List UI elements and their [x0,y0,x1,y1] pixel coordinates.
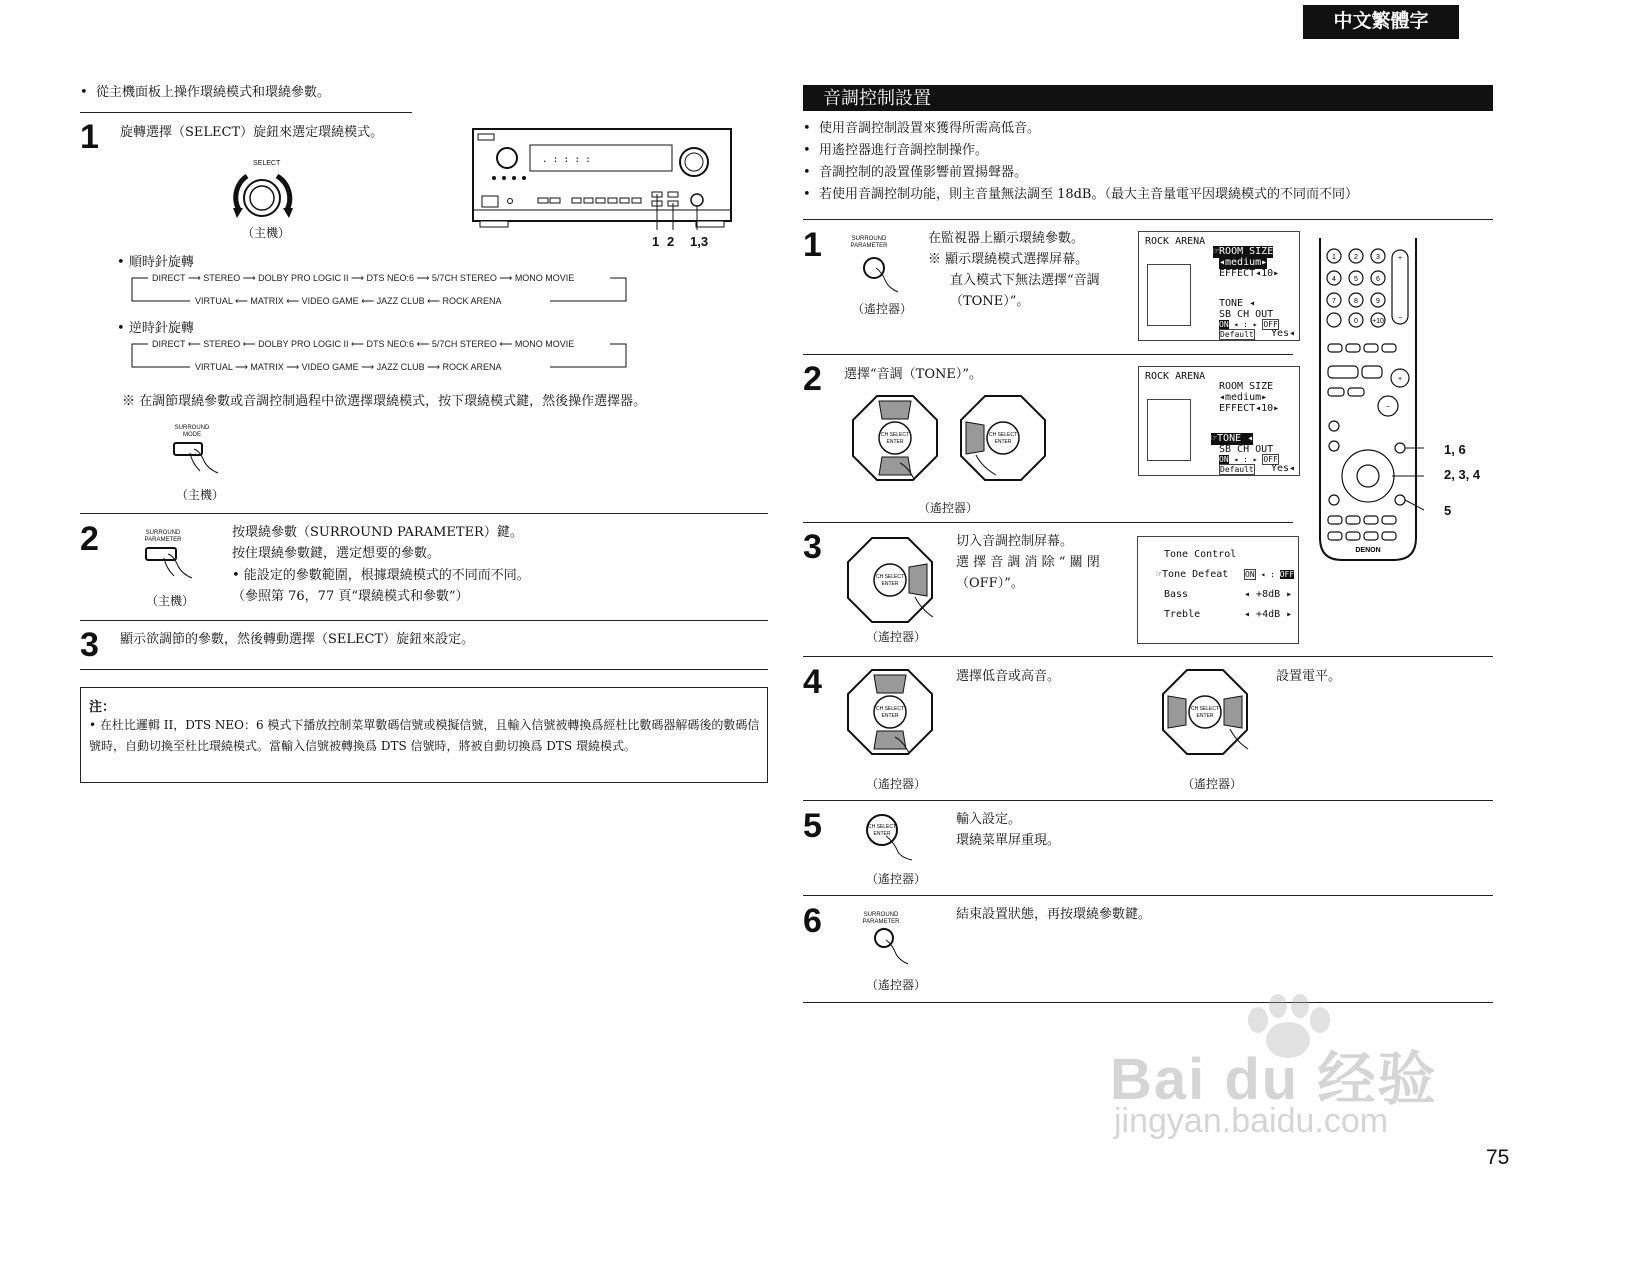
right-step3-line2: 選 擇 音 調 消 除 “ 關 閉 [956,555,1100,570]
clockwise-flow: DIRECT ⟶ STEREO ⟶ DOLBY PRO LOGIC II ⟶ DTS NEO:6 ⟶ 5/7CH STEREO ⟶ MONO MOVIE VIRTUAL ⟵ MATRIX ⟵ VIDEO GAME ⟵ JAZZ CLUB ⟵ ROCK ARENA [130,270,630,306]
panel-callout-1: 1 [652,234,660,249]
right-step5-line2: 環繞菜單屏重現。 [956,833,1061,848]
right-step6-line1: 結束設置狀態，再按環繞參數鍵。 [956,907,1152,922]
svg-text:1: 1 [1332,254,1336,261]
osd-tone-control: Tone Control ☞Tone Defeat ON ◂ : OFF Bass ◂ +8dB ▸ Treble ◂ +4dB ▸ [1137,536,1299,644]
svg-text:+: + [1397,255,1403,262]
svg-text:8: 8 [1354,298,1358,305]
right-step6-caption: （遙控器） [866,978,927,992]
left-intro: • 從主機面板上操作環繞模式和環繞參數。 [80,85,330,100]
svg-text:2: 2 [1354,254,1358,261]
svg-text:CH SELECT: CH SELECT [867,824,897,830]
watermark-brand: Bai du 经验 [1110,1047,1438,1112]
right-step2-line1: 選擇“音調（TONE）”。 [844,367,982,382]
dpad-right-illustration [845,535,935,625]
left-step2-line4: （參照第 76，77 頁“環繞模式和參數”） [232,589,469,604]
right-step5-line1: 輸入設定。 [956,812,1022,827]
surround-mode-note: ※ 在調節環繞參數或音調控制過程中欲選擇環繞模式，按下環繞模式鍵，然後操作選擇器。 [122,394,647,409]
right-bullets [803,118,1493,206]
left-step3-text: 顯示欲調節的參數，然後轉動選擇（SELECT）旋鈕來設定。 [120,632,475,647]
right-step1-line3: 直入模式下無法選擇“音調 [950,273,1100,288]
dpad-up-down-illustration [850,393,940,483]
svg-text:6: 6 [1376,276,1380,283]
right-step1-line2: ※ 顯示環繞模式選擇屏幕。 [928,252,1089,267]
note-box [80,687,768,783]
svg-text:+10: +10 [1372,318,1384,325]
svg-text:. : : : :: . : : : : [542,155,591,165]
svg-text:CH SELECT: CH SELECT [1190,706,1220,712]
svg-text:−: − [1385,404,1391,411]
right-step6-button: SURROUND PARAMETER [862,912,922,968]
enter-button-illustration [860,810,920,864]
intro-rule [80,112,412,113]
left-step2-line3: • 能設定的參數範圍，根據環繞模式的不同而不同。 [232,568,530,583]
right-step2-number: 2 [803,360,822,398]
svg-text:+: + [1397,376,1403,383]
left-step3-number: 3 [80,626,99,664]
remote-callout-5: 5 [1444,503,1452,518]
svg-text:ENTER: ENTER [1196,713,1214,719]
left-step2-line2: 按住環繞參數鍵，選定想要的參數。 [232,546,441,561]
dpad-left-illustration [958,393,1048,483]
left-step1-number: 1 [80,118,99,156]
remote-control-illustration [1312,238,1424,566]
svg-text:9: 9 [1376,298,1380,305]
right-step2-caption: （遙控器） [918,501,979,515]
left-rule-1 [80,513,768,514]
right-step4-line1: 選擇低音或高音。 [956,669,1061,684]
svg-text:ENTER: ENTER [881,581,899,587]
svg-text:ENTER: ENTER [886,439,904,445]
note-text: • 在杜比邏輯 II，DTS NEO：6 模式下播放控制菜單數碼信號或模擬信號，且輸入信號被轉換爲經杜比數碼器解碼後的數碼信號時，自動切換至杜比環繞模式。當輸入信號被轉換爲 DTS 信號時，將被自動切換爲 DTS 環繞模式。 [89,718,760,753]
left-step2-number: 2 [80,520,99,558]
right-step1-number: 1 [803,226,822,264]
left-step2-line1: 按環繞參數（SURROUND PARAMETER）鍵。 [232,525,523,540]
section-title-bar: 音調控制設置 [803,85,1493,111]
left-step1-caption: （主機） [242,226,291,240]
right-step4-level-text: 設置電平。 [1276,669,1342,684]
select-knob-illustration [225,160,305,225]
right-rule-3 [803,656,1493,657]
right-step4-caption: （遙控器） [866,777,927,791]
left-rule-3 [80,669,768,670]
left-rule-2 [80,620,768,621]
svg-text:ENTER: ENTER [994,439,1012,445]
osd-screen-step1: ROCK ARENA ☞ROOM SIZE ◂medium▸ EFFECT◂10▸ TONE ◂ SB CH OUT ON ◂ : ▸ OFF Default Yes◂ [1138,231,1300,341]
svg-text:CH SELECT: CH SELECT [875,574,905,580]
svg-text:DENON: DENON [1355,547,1381,554]
right-step1-button: SURROUND PARAMETER [850,236,910,292]
right-step4-caption2: （遙控器） [1182,777,1243,791]
right-step5-number: 5 [803,807,822,845]
remote-callout-2-3-4: 2, 3, 4 [1444,467,1481,482]
clockwise-label: • 順時針旋轉 [117,255,194,270]
right-step3-number: 3 [803,528,822,566]
dpad-bass-treble-illustration [845,667,935,757]
svg-text:ENTER: ENTER [881,713,899,719]
baidu-watermark [1110,992,1480,1152]
right-rule-4 [803,800,1493,801]
svg-text:CH SELECT: CH SELECT [988,432,1018,438]
right-step6-number: 6 [803,902,822,940]
svg-text:−: − [1397,315,1403,322]
left-step1-text: 旋轉選擇（SELECT）旋鈕來選定環繞模式。 [120,125,384,140]
right-step4-number: 4 [803,663,822,701]
svg-text:5: 5 [1354,276,1358,283]
panel-callout-2: 2 [667,234,675,249]
dpad-level-illustration [1160,667,1250,757]
svg-text:7: 7 [1332,298,1336,305]
left-step2-caption: （主機） [146,594,195,608]
svg-text:3: 3 [1376,254,1380,261]
note-title: 注： [89,699,116,714]
watermark-url: jingyan.baidu.com [1114,1102,1389,1140]
page-number: 75 [1486,1146,1510,1169]
right-step3-line3: （OFF）”。 [956,576,1024,591]
right-step1-line1: 在監視器上顯示環繞參數。 [928,231,1085,246]
svg-text:CH SELECT: CH SELECT [880,432,910,438]
right-bullet-3: • 音調控制的設置僅影響前置揚聲器。 [803,165,1027,180]
right-step1-caption: （遙控器） [852,302,913,316]
right-bullet-1: • 使用音調控制設置來獲得所需高低音。 [803,121,1040,136]
counterclockwise-flow: DIRECT ⟵ STEREO ⟵ DOLBY PRO LOGIC II ⟵ DTS NEO:6 ⟵ 5/7CH STEREO ⟵ MONO MOVIE VIRTUAL ⟶ MATRIX ⟶ VIDEO GAME ⟶ JAZZ CLUB ⟶ ROCK ARENA [130,336,630,372]
panel-callout-1-3: 1,3 [690,234,709,249]
right-step5-caption: （遙控器） [866,872,927,886]
surround-mode-caption: （主機） [176,488,225,502]
receiver-front-panel [472,128,732,230]
right-bullet-2: • 用遙控器進行音調控制操作。 [803,143,988,158]
right-rule-5 [803,895,1493,896]
select-knob-label: SELECT [253,160,281,167]
right-rule-1 [803,354,1293,355]
right-rule-0 [803,219,1493,220]
right-step1-line4: （TONE）”。 [950,294,1030,309]
right-rule-2 [803,522,1293,523]
right-bullet-4: • 若使用音調控制功能，則主音量無法調至 18dB。（最大主音量電平因環繞模式的不同而不同） [803,187,1358,202]
svg-text:4: 4 [1332,276,1336,283]
surround-mode-button-illustration: SURROUND MODE [168,425,228,477]
svg-text:CH SELECT: CH SELECT [875,706,905,712]
surround-parameter-button-illustration: SURROUND PARAMETER [142,530,202,586]
svg-text:0: 0 [1354,318,1358,325]
right-step3-line1: 切入音調控制屏幕。 [956,534,1074,549]
right-step3-caption: （遙控器） [866,630,927,644]
osd-screen-step2: ROCK ARENA ROOM SIZE ◂medium▸ EFFECT◂10▸ ☞TONE ◂ SB CH OUT ON ◂ : ▸ OFF Default Yes◂ [1138,366,1300,476]
language-tag: 中文繁體字 [1303,5,1459,39]
svg-text:ENTER: ENTER [873,831,891,837]
remote-callout-1-6: 1, 6 [1444,442,1466,457]
counterclockwise-label: • 逆時針旋轉 [117,321,194,336]
